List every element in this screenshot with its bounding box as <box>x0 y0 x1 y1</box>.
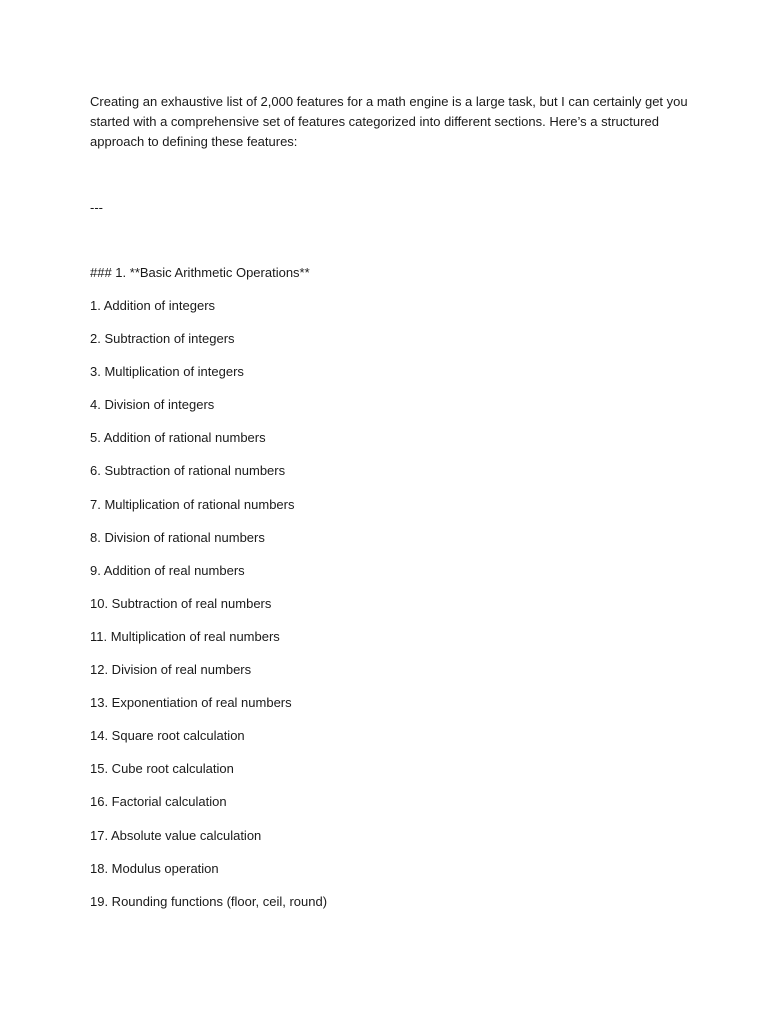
list-item: 6. Subtraction of rational numbers <box>90 463 286 479</box>
list-item: 13. Exponentiation of real numbers <box>90 695 292 711</box>
list-item: 14. Square root calculation <box>90 728 245 744</box>
intro-paragraph: Creating an exhaustive list of 2,000 features for a math engine is a large task, but I can certainly get you started with a comprehensive set of features categorized into different sections. Here’s a structured approach to defining these features: <box>90 94 688 149</box>
list-item: 5. Addition of rational numbers <box>90 430 266 446</box>
list-item: 4. Division of integers <box>90 397 215 413</box>
list-item: 16. Factorial calculation <box>90 794 227 810</box>
section-heading: ### 1. **Basic Arithmetic Operations** <box>90 265 310 280</box>
list-item: 15. Cube root calculation <box>90 761 234 777</box>
list-item: 11. Multiplication of real numbers <box>90 628 280 644</box>
list-item: 7. Multiplication of rational numbers <box>90 496 295 512</box>
list-item: 8. Division of rational numbers <box>90 529 265 545</box>
list-item: 10. Subtraction of real numbers <box>90 595 272 611</box>
list-item: 3. Multiplication of integers <box>90 364 244 380</box>
feature-list <box>90 296 327 925</box>
separator-line: --- <box>90 200 103 215</box>
list-item: 1. Addition of integers <box>90 298 216 313</box>
list-item: 2. Subtraction of integers <box>90 331 235 347</box>
list-item: 18. Modulus operation <box>90 860 219 876</box>
list-item: 9. Addition of real numbers <box>90 562 245 578</box>
list-item: 17. Absolute value calculation <box>90 827 262 843</box>
list-item: 19. Rounding functions (floor, ceil, round) <box>90 893 328 909</box>
list-item: 12. Division of real numbers <box>90 662 252 678</box>
